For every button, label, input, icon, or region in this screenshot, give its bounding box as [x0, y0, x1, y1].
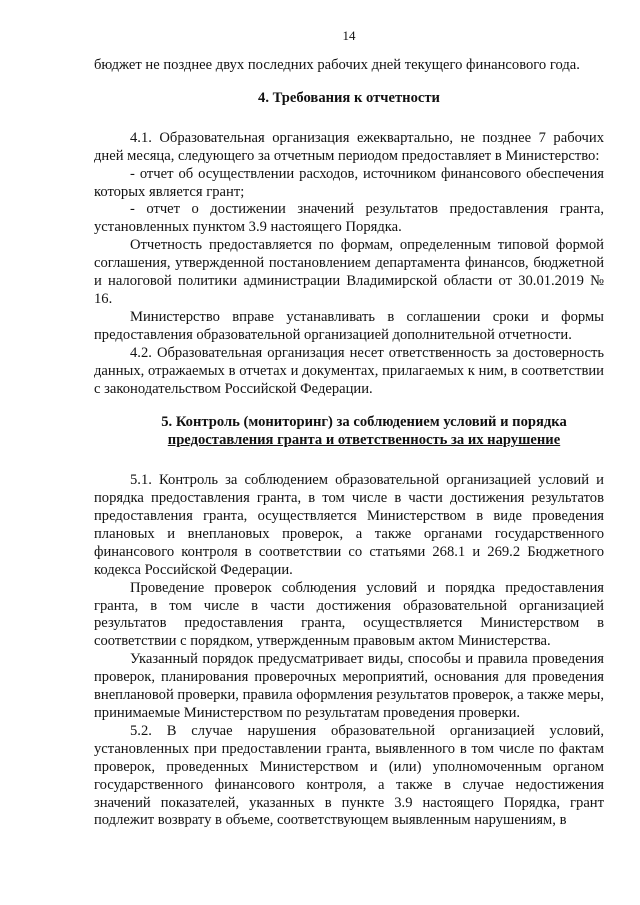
lead-in-paragraph: бюджет не позднее двух последних рабочих дней текущего финансового года. [94, 57, 580, 73]
section-5-heading-line-1: 5. Контроль (мониторинг) за соблюдением условий и порядка [161, 414, 567, 431]
section-5-heading [94, 414, 604, 450]
section-4-list-item-1: - отчет об осуществлении расходов, источником финансового обеспечения которых является грант; [94, 165, 604, 200]
section-5-heading-line-2: предоставления гранта и ответственность за их нарушение [167, 432, 561, 449]
section-5-paragraph-4: 5.2. В случае нарушения образовательной организацией условий, установленных при предоставлении гранта, выявленного в том числе по фактам проверок, проведенных Министерством и (или) уполномоченным органом государственного финансового контроля, а также в случае недостижения значений показателей, указанных в пункте 3.9 настоящего Порядка, грант подлежит возврату в объеме, соответствующем выявленным нарушениям, в [94, 722, 604, 829]
section-5-paragraph-2: Проведение проверок соблюдения условий и порядка предоставления гранта, в том числе в части достижения образовательной организацией результатов предоставления гранта, осуществляется Министерством в соответствии с порядком, утвержденным правовым актом Министерства. [94, 579, 604, 650]
section-4-paragraph-4: 4.2. Образовательная организация несет ответственность за достоверность данных, отражаемых в отчетах и документах, прилагаемых к ним, в соответствии с законодательством Российской Федерации. [94, 344, 604, 397]
section-4-paragraph-3: Министерство вправе устанавливать в соглашении сроки и формы предоставления образовательной организацией дополнительной отчетности. [94, 308, 604, 343]
section-5-paragraph-3: Указанный порядок предусматривает виды, способы и правила проведения проверок, планирования проверочных мероприятий, основания для проведения внеплановой проверки, правила оформления результатов проверок, а также меры, принимаемые Министерством по результатам проведения проверки. [94, 651, 604, 721]
section-4-paragraph-2: Отчетность предоставляется по формам, определенным типовой формой соглашения, утвержденной постановлением департамента финансов, бюджетной и налоговой политики администрации Владимирской области от 30.01.2019 № 16. [94, 237, 604, 307]
page-number: 14 [342, 28, 356, 43]
section-5-paragraph-1: 5.1. Контроль за соблюдением образовательной организацией условий и порядка предоставления гранта, в том числе в части достижения результатов предоставления гранта, осуществляется Министерством в виде проведения плановых и внеплановых проверок, а также органами государственного финансового контроля в соответствии со статьями 268.1 и 269.2 Бюджетного кодекса Российской Федерации. [94, 472, 604, 578]
section-4-paragraph-1: 4.1. Образовательная организация ежеквартально, не позднее 7 рабочих дней месяца, следующего за отчетным периодом предоставляет в Министерство: [94, 129, 604, 164]
section-4-heading: 4. Требования к отчетности [258, 89, 440, 106]
section-4-list-item-2: - отчет о достижении значений результатов предоставления гранта, установленных пунктом 3.9 настоящего Порядка. [94, 201, 604, 236]
